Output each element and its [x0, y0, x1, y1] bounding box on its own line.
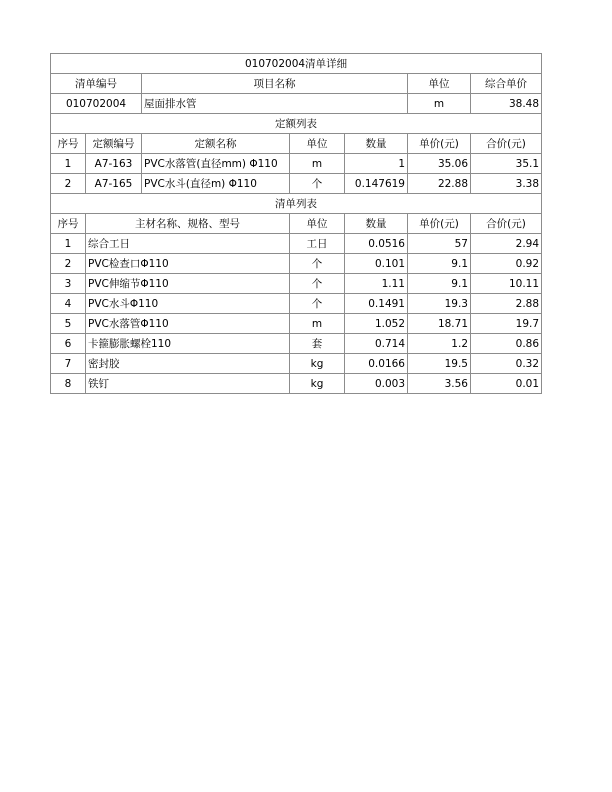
material-no: 2	[51, 254, 86, 274]
material-total: 0.32	[471, 354, 542, 374]
quota-section-row	[51, 114, 542, 134]
material-no: 8	[51, 374, 86, 394]
quota-code-header: 定额编号	[86, 134, 142, 154]
quota-unit-price-header: 单价(元)	[408, 134, 471, 154]
material-row	[51, 294, 542, 314]
material-unit-header: 单位	[290, 214, 345, 234]
material-name: PVC伸缩节Φ110	[86, 274, 290, 294]
material-no: 1	[51, 234, 86, 254]
material-total: 2.94	[471, 234, 542, 254]
material-total: 2.88	[471, 294, 542, 314]
bill-unit-header: 单位	[408, 74, 471, 94]
quota-unit-price: 22.88	[408, 174, 471, 194]
material-unit-price: 19.3	[408, 294, 471, 314]
material-total-header: 合价(元)	[471, 214, 542, 234]
material-row	[51, 314, 542, 334]
material-section-title: 清单列表	[51, 194, 542, 214]
quota-header-row	[51, 134, 542, 154]
material-row	[51, 374, 542, 394]
bill-name: 屋面排水管	[142, 94, 408, 114]
material-total: 19.7	[471, 314, 542, 334]
material-qty: 0.0166	[345, 354, 408, 374]
material-row	[51, 234, 542, 254]
quota-qty-header: 数量	[345, 134, 408, 154]
material-row	[51, 274, 542, 294]
bill-row	[51, 94, 542, 114]
material-row	[51, 354, 542, 374]
title-row	[51, 54, 542, 74]
quota-code: A7-165	[86, 174, 142, 194]
material-total: 0.92	[471, 254, 542, 274]
material-qty: 0.1491	[345, 294, 408, 314]
quota-unit: m	[290, 154, 345, 174]
material-unit: m	[290, 314, 345, 334]
material-name: 卡箍膨胀螺栓110	[86, 334, 290, 354]
quota-total: 3.38	[471, 174, 542, 194]
quota-unit: 个	[290, 174, 345, 194]
bill-detail-table	[50, 53, 542, 394]
material-qty-header: 数量	[345, 214, 408, 234]
bill-code: 010702004	[51, 94, 142, 114]
material-name-header: 主材名称、规格、型号	[86, 214, 290, 234]
material-total: 10.11	[471, 274, 542, 294]
material-name: PVC水落管Φ110	[86, 314, 290, 334]
material-qty: 1.052	[345, 314, 408, 334]
bill-price-header: 综合单价	[471, 74, 542, 94]
material-unit-price: 18.71	[408, 314, 471, 334]
table-title: 010702004清单详细	[51, 54, 542, 74]
quota-no: 2	[51, 174, 86, 194]
quota-name-header: 定额名称	[142, 134, 290, 154]
bill-header-row	[51, 74, 542, 94]
material-unit-price: 1.2	[408, 334, 471, 354]
material-no: 5	[51, 314, 86, 334]
quota-unit-price: 35.06	[408, 154, 471, 174]
material-qty: 0.714	[345, 334, 408, 354]
material-unit: 个	[290, 254, 345, 274]
material-qty: 0.003	[345, 374, 408, 394]
material-unit: kg	[290, 354, 345, 374]
material-total: 0.86	[471, 334, 542, 354]
material-unit: 个	[290, 294, 345, 314]
material-unit-price-header: 单价(元)	[408, 214, 471, 234]
material-header-row	[51, 214, 542, 234]
material-name: PVC水斗Φ110	[86, 294, 290, 314]
material-unit: 工日	[290, 234, 345, 254]
material-unit: kg	[290, 374, 345, 394]
material-unit: 个	[290, 274, 345, 294]
material-name: 综合工日	[86, 234, 290, 254]
quota-name: PVC水落管(直径mm) Φ110	[142, 154, 290, 174]
material-section-row	[51, 194, 542, 214]
quota-name: PVC水斗(直径m) Φ110	[142, 174, 290, 194]
material-no: 3	[51, 274, 86, 294]
material-unit-price: 3.56	[408, 374, 471, 394]
material-unit-price: 19.5	[408, 354, 471, 374]
quota-no-header: 序号	[51, 134, 86, 154]
quota-code: A7-163	[86, 154, 142, 174]
material-no: 6	[51, 334, 86, 354]
material-name: 铁钉	[86, 374, 290, 394]
quota-total-header: 合价(元)	[471, 134, 542, 154]
material-qty: 0.101	[345, 254, 408, 274]
quota-unit-header: 单位	[290, 134, 345, 154]
bill-name-header: 项目名称	[142, 74, 408, 94]
material-qty: 0.0516	[345, 234, 408, 254]
material-name: PVC检查口Φ110	[86, 254, 290, 274]
bill-unit: m	[408, 94, 471, 114]
material-total: 0.01	[471, 374, 542, 394]
bill-code-header: 清单编号	[51, 74, 142, 94]
quota-no: 1	[51, 154, 86, 174]
material-name: 密封胶	[86, 354, 290, 374]
material-row	[51, 334, 542, 354]
material-unit-price: 9.1	[408, 254, 471, 274]
bill-price: 38.48	[471, 94, 542, 114]
material-qty: 1.11	[345, 274, 408, 294]
material-no: 4	[51, 294, 86, 314]
quota-row	[51, 174, 542, 194]
quota-section-title: 定额列表	[51, 114, 542, 134]
quota-qty: 0.147619	[345, 174, 408, 194]
material-unit: 套	[290, 334, 345, 354]
quota-qty: 1	[345, 154, 408, 174]
material-no: 7	[51, 354, 86, 374]
material-unit-price: 57	[408, 234, 471, 254]
quota-total: 35.1	[471, 154, 542, 174]
material-unit-price: 9.1	[408, 274, 471, 294]
quota-row	[51, 154, 542, 174]
material-no-header: 序号	[51, 214, 86, 234]
material-row	[51, 254, 542, 274]
